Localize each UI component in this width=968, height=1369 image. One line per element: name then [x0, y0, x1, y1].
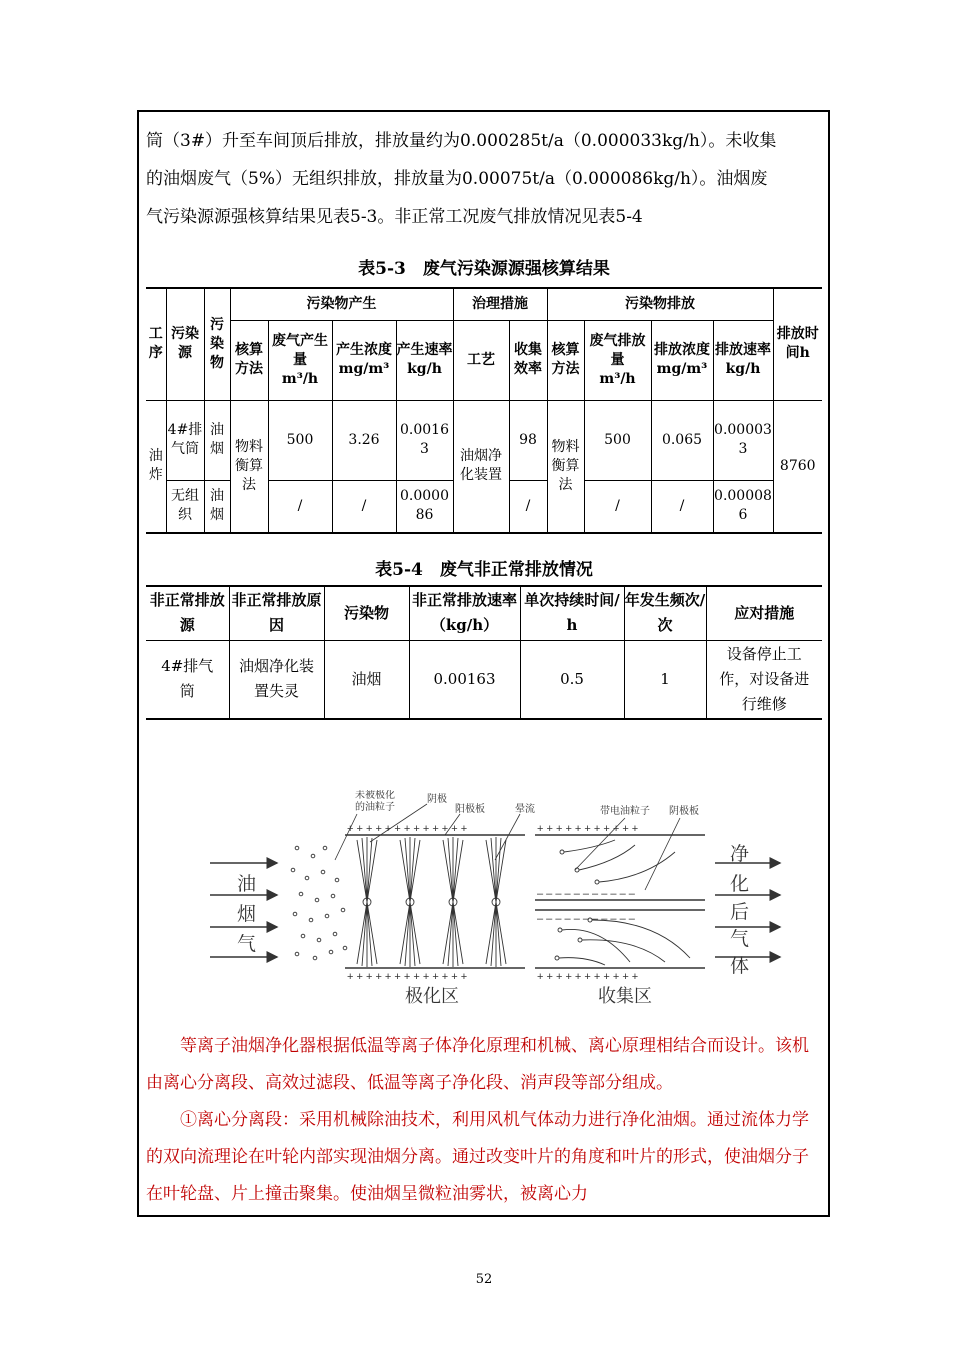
th-gas-volume-label: 废气产生量 [272, 332, 328, 368]
cell-exhaust-rate: 0.000033 [713, 400, 773, 480]
cell-exhaust-concentration: 0.065 [651, 400, 713, 480]
table-5-4 [146, 585, 822, 720]
label-unpolarized-2: 的油粒子 [355, 802, 395, 813]
svg-text:+ + + + + + + + + +: + + + + + + + + + + + [537, 971, 639, 983]
cell-volume: 500 [268, 400, 332, 480]
th-pollutant: 污染物 [324, 586, 409, 640]
cell-measures: 设备停止工作，对设备进行维修 [706, 640, 822, 719]
inlet-label-char: 油 [237, 874, 257, 895]
th-pollutant: 污染物 [204, 288, 230, 400]
th-abnormal-source: 非正常排放源 [146, 586, 229, 640]
cell-frequency: 1 [624, 640, 706, 719]
intro-line: 气污染源源强核算结果见表5-3。非正常工况废气排放情况见表5-4 [146, 207, 643, 227]
th-process: 工序 [146, 288, 166, 400]
diagram-labels [355, 790, 699, 817]
th-rate: 产生速率 kg/h [396, 320, 453, 400]
th-exhaust-volume [584, 320, 651, 400]
cell-abnormal-reason: 油烟净化装置失灵 [229, 640, 324, 719]
th-gas-volume [268, 320, 332, 400]
th-duration: 单次持续时间/h [520, 586, 624, 640]
table-row [146, 640, 822, 719]
cell-time: 8760 [773, 400, 822, 533]
zone-label-collection: 收集区 [598, 986, 652, 1006]
svg-text:+ + + + + + + + + +: + + + + + + + + + + + + + [347, 971, 468, 983]
outlet-label-char: 气 [730, 929, 750, 950]
outlet-label-char: 化 [730, 874, 750, 895]
th-exhaust-rate: 排放速率 kg/h [713, 320, 773, 400]
cell-abnormal-source: 4#排气筒 [146, 640, 229, 719]
th-treatment: 治理措施 [453, 288, 547, 320]
cell-method-2: 物料衡算法 [547, 400, 584, 533]
cell-pollutant: 油烟 [204, 400, 230, 480]
cell-efficiency: 98 [509, 400, 547, 480]
th-concentration: 产生浓度mg/m³ [332, 320, 396, 400]
th-emission: 污染物排放 [547, 288, 773, 320]
label-anode-plate: 阳极板 [455, 804, 485, 815]
th-frequency: 年发生频次/次 [624, 586, 706, 640]
oil-particles [291, 846, 347, 960]
cell-efficiency: / [509, 480, 547, 533]
cell-source: 无组织 [166, 480, 204, 533]
outlet-label-char: 净 [730, 844, 750, 865]
intro-paragraph [146, 122, 822, 236]
intro-line: 筒（3#）升至车间顶后排放，排放量约为0.000285t/a（0.000033kg/h）。未收集 [146, 131, 777, 151]
cell-concentration: / [332, 480, 396, 533]
cell-volume: / [268, 480, 332, 533]
zone-label-ionization: 极化区 [405, 986, 459, 1006]
table-5-4-title: 表5-4 废气非正常排放情况 [375, 560, 593, 580]
th-source: 污染源 [166, 288, 204, 400]
outlet-label-char: 后 [730, 902, 750, 923]
body-paragraph: ①离心分离段：采用机械除油技术，利用风机气体动力进行净化油烟。通过流体力学的双向流理论在叶轮内部实现油烟分离。通过改变叶片的角度和叶片的形式，使油烟分子在叶轮盘、片上撞击聚集。使油烟呈微粒油雾状，被离心力 [146, 1110, 809, 1204]
outlet-label-char: 体 [730, 956, 750, 977]
svg-text:– – – – – – – – – –: – – – – – – – – – – – [537, 913, 635, 925]
collector-signs [537, 823, 638, 983]
th-craft: 工艺 [453, 320, 509, 400]
particle-trajectories [555, 840, 690, 965]
cell-exhaust-volume: / [584, 480, 651, 533]
th-production: 污染物产生 [230, 288, 453, 320]
svg-text:– – – – – – – – – –: – – – – – – – – – – – [537, 888, 635, 900]
table-row [146, 400, 822, 480]
cell-process: 油炸 [146, 400, 166, 533]
table-5-3 [146, 287, 822, 534]
cell-rate: 0.00163 [396, 400, 453, 480]
svg-text:+ + + + + + + + + +: + + + + + + + + + + + [537, 823, 639, 835]
cell-rate: 0.000086 [396, 480, 453, 533]
cell-craft: 油烟净化装置 [453, 400, 509, 533]
th-efficiency: 收集效率 [509, 320, 547, 400]
body-paragraph: 等离子油烟净化器根据低温等离子体净化原理和机械、离心原理相结合而设计。该机由离心分离段、高效过滤段、低温等离子净化段、消声段等部分组成。 [146, 1036, 809, 1093]
label-unpolarized-1: 未被极化 [355, 790, 395, 801]
cell-method: 物料衡算法 [230, 400, 268, 533]
th-exhaust-volume-label: 废气排放量 [589, 332, 646, 368]
inlet-label-char: 气 [237, 934, 257, 955]
th-method: 核算方法 [230, 320, 268, 400]
th-gas-volume-unit: m³/h [281, 370, 319, 387]
label-charged-particle: 带电油粒子 [600, 806, 650, 817]
th-method-2: 核算方法 [547, 320, 584, 400]
cell-source: 4#排气筒 [166, 400, 204, 480]
label-corona: 晕流 [515, 804, 535, 815]
red-body-text [146, 1028, 822, 1213]
page-number: 52 [475, 1272, 493, 1287]
th-exhaust-volume-unit: m³/h [599, 370, 636, 387]
th-measures: 应对措施 [706, 586, 822, 640]
cell-exhaust-concentration: / [651, 480, 713, 533]
label-cathode: 阴极 [427, 794, 447, 805]
cell-pollutant: 油烟 [324, 640, 409, 719]
th-abnormal-reason: 非正常排放原因 [229, 586, 324, 640]
inlet-label-char: 烟 [237, 904, 257, 925]
cell-abnormal-rate: 0.00163 [409, 640, 520, 719]
th-exhaust-concentration: 排放浓度mg/m³ [651, 320, 713, 400]
svg-text:+ + + + + + + + + +: + + + + + + + + + + + + + [347, 823, 468, 835]
cell-duration: 0.5 [520, 640, 624, 719]
cell-concentration: 3.26 [332, 400, 396, 480]
th-time: 排放时间h [773, 288, 822, 400]
corona-discharge [357, 837, 506, 967]
cell-exhaust-volume: 500 [584, 400, 651, 480]
th-abnormal-rate: 非正常排放速率（kg/h） [409, 586, 520, 640]
table-5-3-title: 表5-3 废气污染源源强核算结果 [358, 259, 610, 279]
cell-exhaust-rate: 0.000086 [713, 480, 773, 533]
purifier-diagram [205, 790, 795, 1010]
intro-line: 的油烟废气（5%）无组织排放，排放量为0.00075t/a（0.000086kg/h）。油烟废 [146, 169, 768, 189]
cell-pollutant: 油烟 [204, 480, 230, 533]
label-cathode-plate: 阴极板 [669, 806, 699, 817]
